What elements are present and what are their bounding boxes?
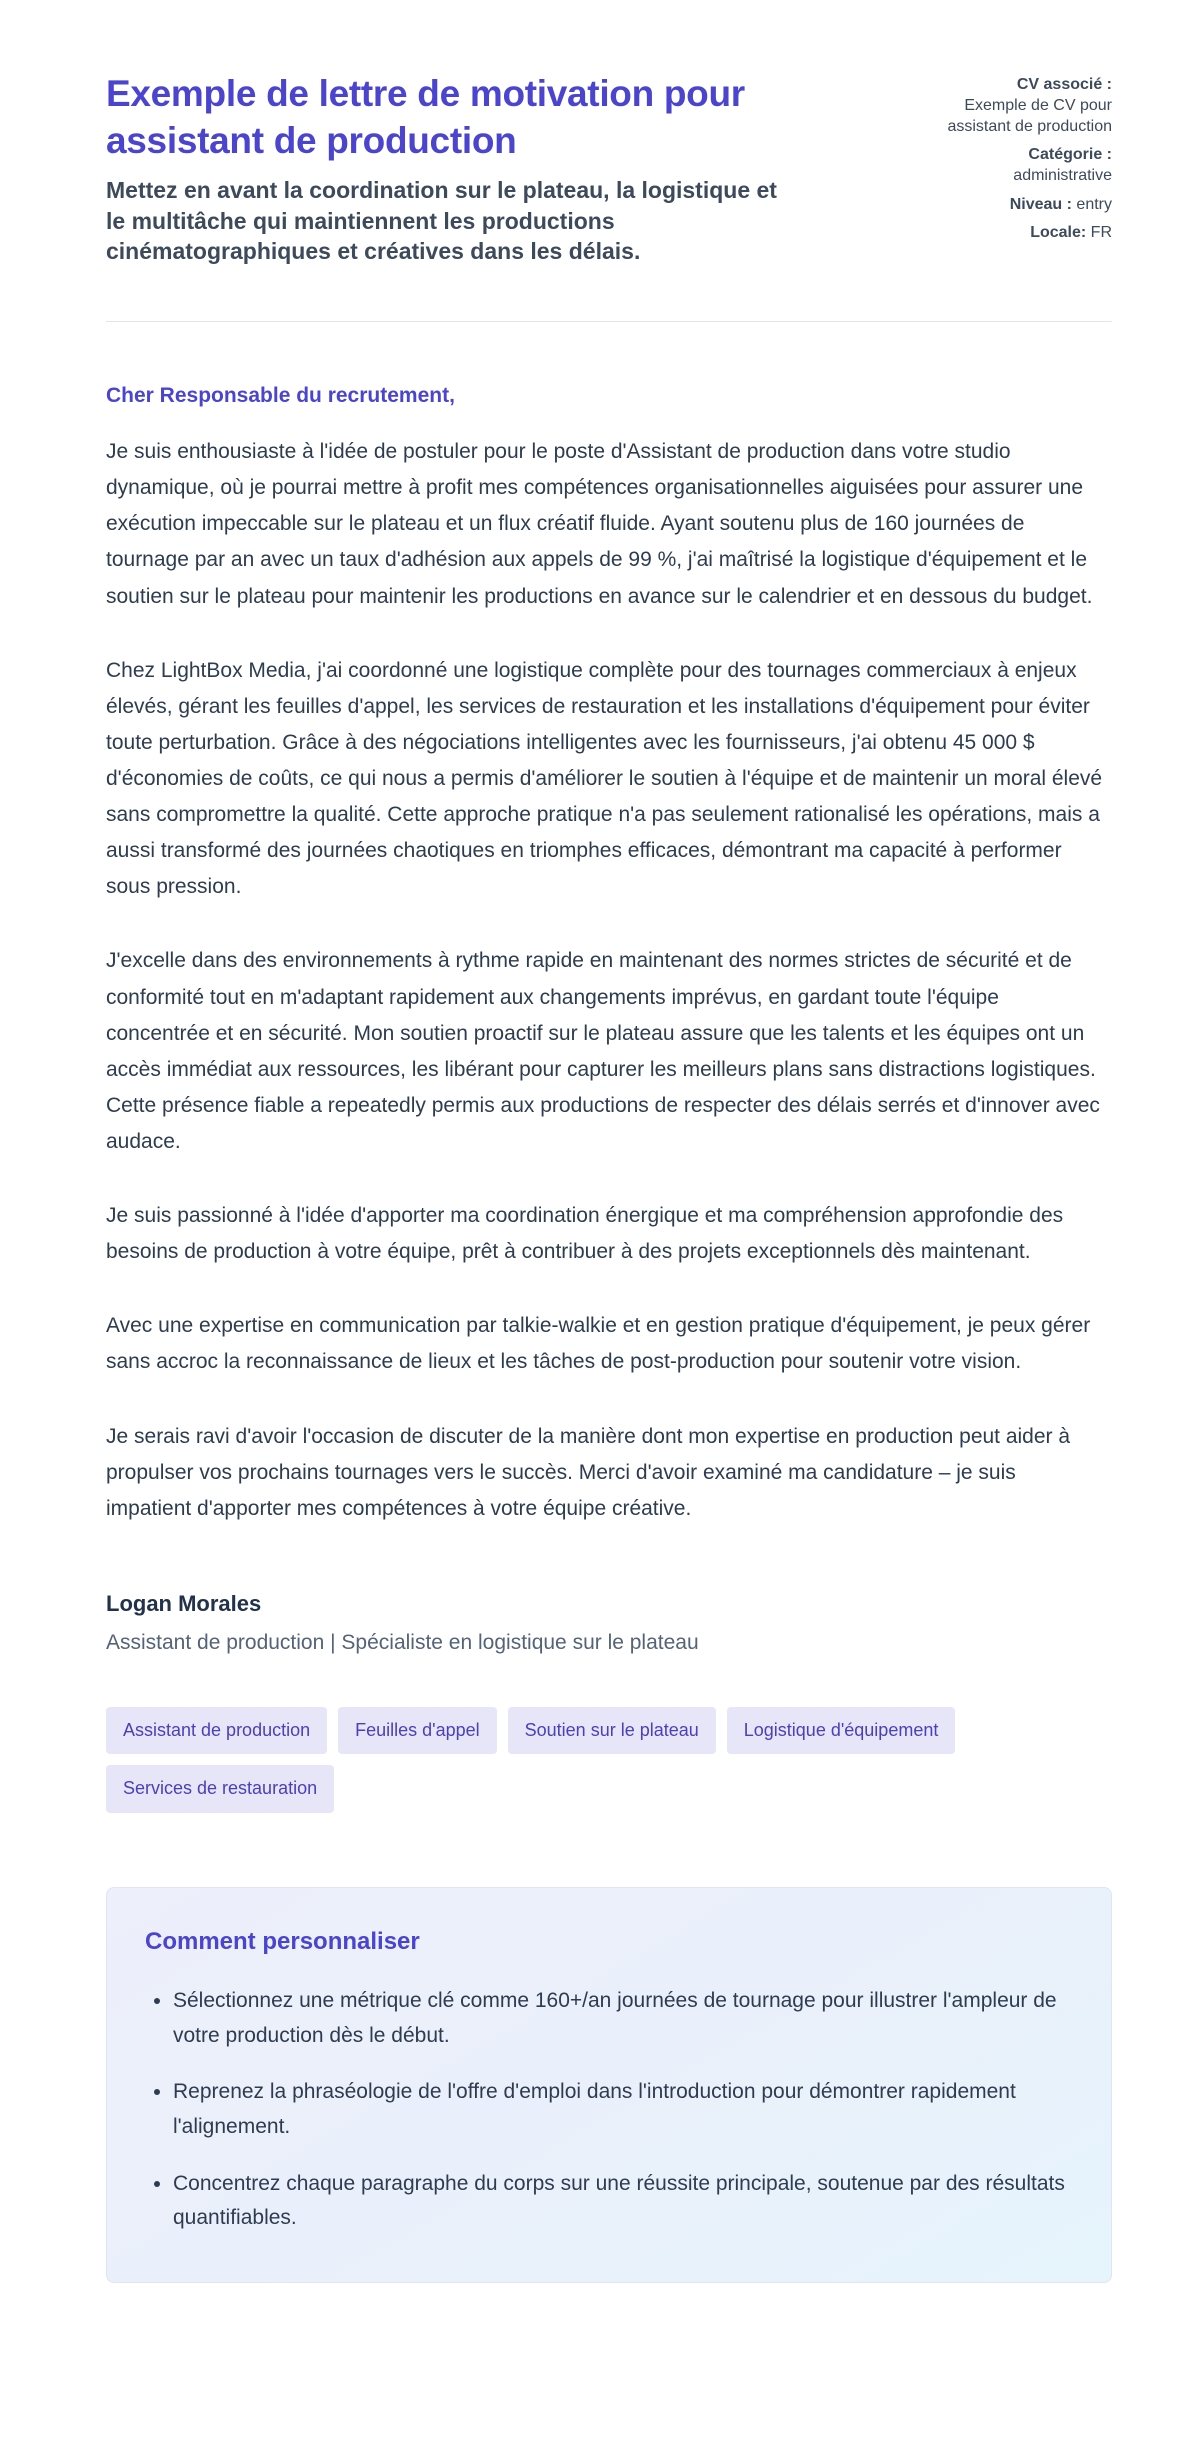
letter-paragraph-5: Avec une expertise en communication par talkie-walkie et en gestion pratique d'équipement, je peux gérer sans accroc la reconnaissance de lieux et les tâches de post-production pour soutenir votre vision. <box>106 1314 1091 1374</box>
meta-locale-value: FR <box>1090 223 1112 241</box>
tips-list <box>145 1984 1073 2236</box>
tips-heading: Comment personnaliser <box>145 1928 420 1956</box>
meta-category-label: Catégorie : <box>1028 146 1112 164</box>
meta-level <box>940 194 1112 215</box>
tips-box <box>106 1887 1112 2283</box>
meta-cv-value: Exemple de CV pour assistant de production <box>947 97 1112 136</box>
letter-paragraph-2: Chez LightBox Media, j'ai coordonné une logistique complète pour des tournages commerciaux à enjeux élevés, gérant les feuilles d'appel, les services de restauration et les installations d'équipement pour éviter toute perturbation. Grâce à des négociations intelligentes avec les fournisseurs, j'ai obtenu 45 000 $ d'économies de coûts, ce qui nous a permis d'améliorer le soutien à l'équipe et de maintenir un moral élevé sans compromettre la qualité. Cette approche pratique n'a pas seulement rationalisé les opérations, mais a aussi transformé des journées chaotiques en triomphes efficaces, démontrant ma capacité à performer sous pression. <box>106 658 1103 899</box>
page-subtitle: Mettez en avant la coordination sur le plateau, la logistique et le multitâche qui maintiennent les productions cinématographiques et créatives dans les délais. <box>106 176 777 265</box>
tip-item: • Reprenez la phraséologie de l'offre d'emploi dans l'introduction pour démontrer rapidement l'alignement. <box>173 2075 1073 2144</box>
tag-chip: Logistique d'équipement <box>727 1707 956 1755</box>
tag-chip: Soutien sur le plateau <box>508 1707 716 1755</box>
meta-associated-cv <box>940 74 1112 137</box>
header-text-column <box>106 70 900 267</box>
meta-panel <box>940 70 1112 250</box>
salutation: Cher Responsable du recrutement, <box>106 384 455 408</box>
letter-paragraph-6: Je serais ravi d'avoir l'occasion de discuter de la manière dont mon expertise en production peut aider à propulser vos prochains tournages vers le succès. Merci d'avoir examiné ma candidature – je suis impatient d'apporter mes compétences à votre équipe créative. <box>106 1424 1071 1520</box>
meta-cv-label: CV associé : <box>1016 76 1112 93</box>
letter-paragraph-3: J'excelle dans des environnements à rythme rapide en maintenant des normes strictes de sécurité et de conformité tout en m'adaptant rapidement aux changements imprévus, en gardant toute l'équipe concentrée et en sécurité. Mon soutien proactif sur le plateau assure que les talents et les équipes ont un accès immédiat aux ressources, les libérant pour capturer les meilleurs plans sans distractions logistiques. Cette présence fiable a repeatedly permis aux productions de respecter des délais serrés et d'innover avec audace. <box>106 949 1100 1154</box>
signature-name: Logan Morales <box>106 1590 262 1616</box>
letter-body <box>106 384 1112 1655</box>
letter-paragraph-1: Je suis enthousiaste à l'idée de postuler pour le poste d'Assistant de production dans votre studio dynamique, où je pourrai mettre à profit mes compétences organisationnelles aiguisées pour assurer une exécution impeccable sur le plateau et un flux créatif fluide. Ayant soutenu plus de 160 journées de tournage par an avec un taux d'adhésion aux appels de 99 %, j'ai maîtrisé la logistique d'équipement et le soutien sur le plateau pour maintenir les productions en avance sur le calendrier et en dessous du budget. <box>106 440 1093 608</box>
tag-list <box>106 1707 1106 1813</box>
tag-chip: Services de restauration <box>106 1765 334 1813</box>
header <box>106 70 1112 267</box>
tag-chip: Feuilles d'appel <box>338 1707 497 1755</box>
meta-level-label: Niveau : <box>1009 195 1072 213</box>
meta-locale <box>940 222 1112 243</box>
page-title: Exemple de lettre de motivation pour assistant de production <box>106 73 745 162</box>
meta-category-value: administrative <box>1013 167 1112 185</box>
meta-level-value: entry <box>1076 195 1112 213</box>
letter-paragraph-4: Je suis passionné à l'idée d'apporter ma coordination énergique et ma compréhension approfondie des besoins de production à votre équipe, prêt à contribuer à des projets exceptionnels dès maintenant. <box>106 1204 1064 1264</box>
tag-chip: Assistant de production <box>106 1707 327 1755</box>
meta-locale-label: Locale: <box>1030 223 1087 241</box>
tip-item: • Sélectionnez une métrique clé comme 160+/an journées de tournage pour illustrer l'ampleur de votre production dès le début. <box>173 1984 1073 2053</box>
meta-category <box>940 144 1112 186</box>
header-divider <box>106 321 1112 322</box>
tip-item: • Concentrez chaque paragraphe du corps sur une réussite principale, soutenue par des résultats quantifiables. <box>173 2167 1073 2236</box>
signature-role: Assistant de production | Spécialiste en logistique sur le plateau <box>106 1630 699 1654</box>
